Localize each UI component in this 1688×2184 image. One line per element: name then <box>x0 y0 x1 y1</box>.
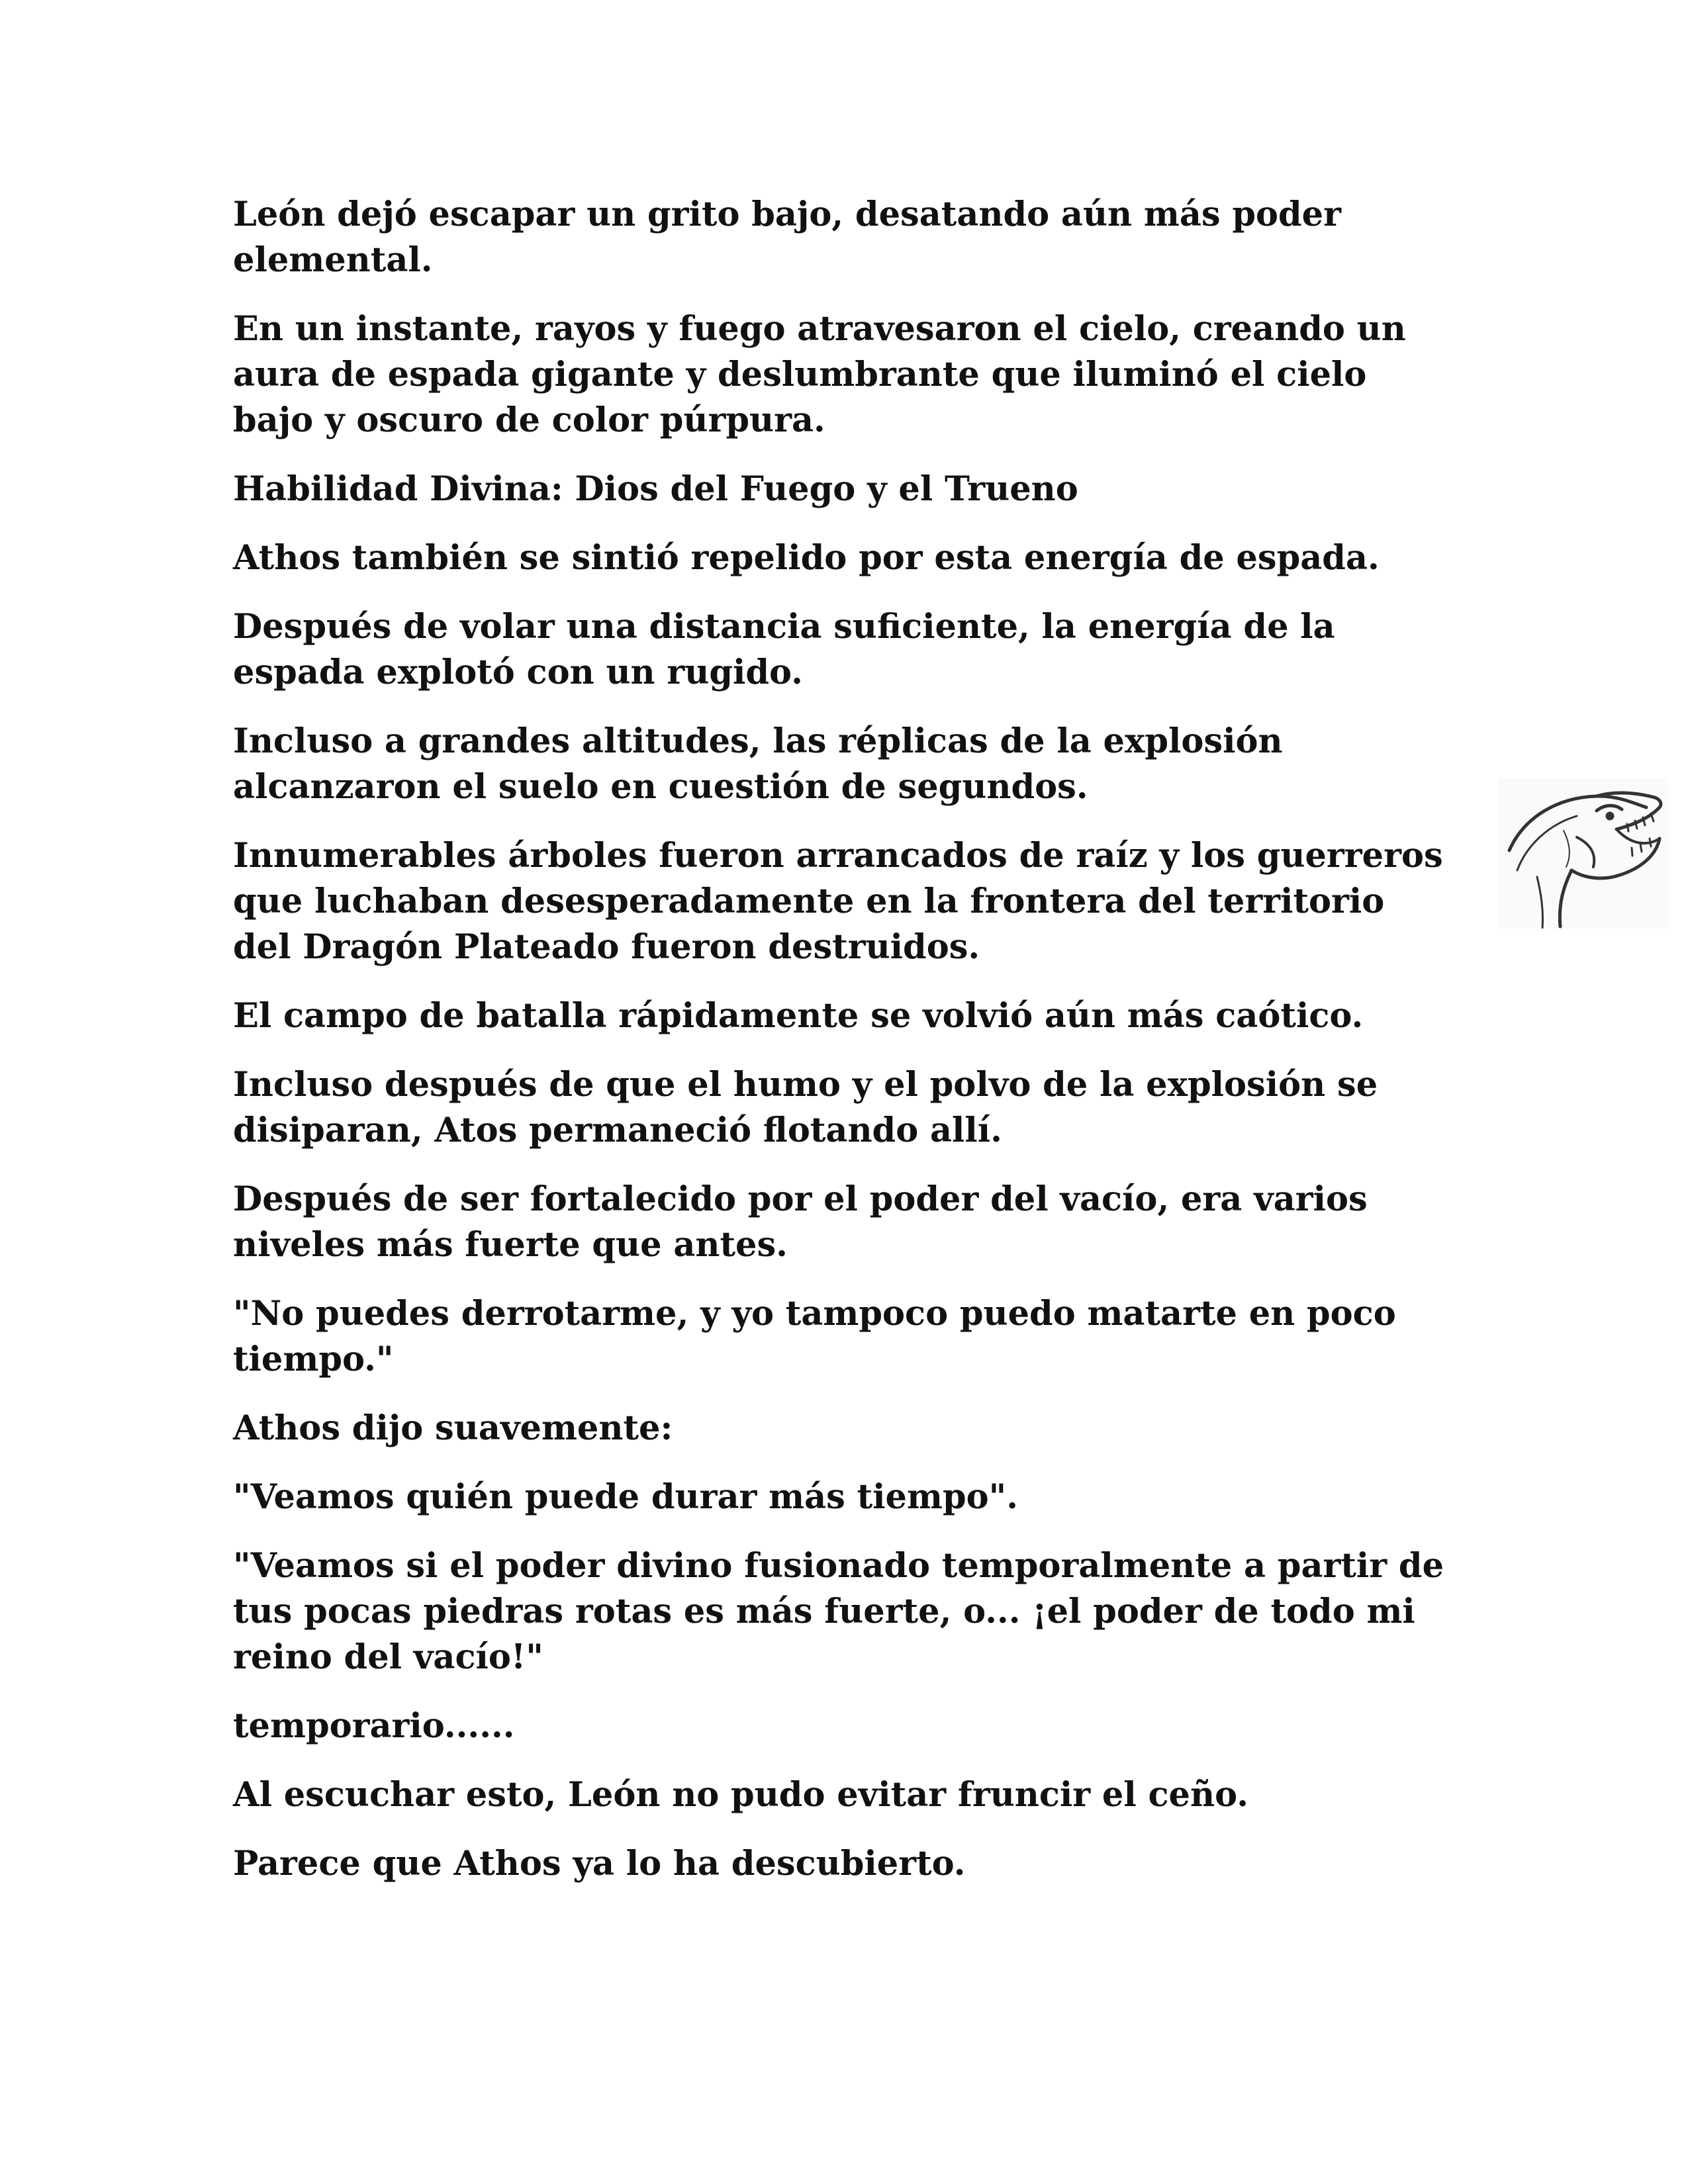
paragraph: En un instante, rayos y fuego atravesaron el cielo, creando un aura de espada gigante y deslumbrante que iluminó el cielo bajo y oscuro de color púrpura. <box>233 309 1406 440</box>
paragraph: Después de volar una distancia suficiente, la energía de la espada explotó con un rugido. <box>233 607 1335 692</box>
paragraph: "Veamos si el poder divino fusionado temporalmente a partir de tus pocas piedras rotas es más fuerte, o... ¡el poder de todo mi reino del vacío!" <box>233 1546 1444 1677</box>
paragraph: Incluso después de que el humo y el polvo de la explosión se disiparan, Atos permaneció flotando allí. <box>233 1065 1378 1150</box>
paragraph: El campo de batalla rápidamente se volvió aún más caótico. <box>233 996 1364 1036</box>
dinosaur-head-sketch-icon <box>1497 778 1668 929</box>
paragraph: Habilidad Divina: Dios del Fuego y el Trueno <box>233 469 1078 509</box>
paragraph: Después de ser fortalecido por el poder del vacío, era varios niveles más fuerte que antes. <box>233 1179 1368 1265</box>
paragraph: Incluso a grandes altitudes, las réplicas de la explosión alcanzaron el suelo en cuestión de segundos. <box>233 721 1283 807</box>
paragraph: Al escuchar esto, León no pudo evitar fruncir el ceño. <box>233 1775 1248 1815</box>
paragraph: Athos dijo suavemente: <box>233 1408 673 1448</box>
paragraph: temporario...... <box>233 1706 515 1746</box>
paragraph: "No puedes derrotarme, y yo tampoco puedo matarte en poco tiempo." <box>233 1294 1396 1379</box>
body-text <box>233 192 1444 1910</box>
paragraph: Innumerables árboles fueron arrancados de raíz y los guerreros que luchaban desesperadamente en la frontera del territorio del Dragón Plateado fueron destruidos. <box>233 836 1443 967</box>
paragraph: Parece que Athos ya lo ha descubierto. <box>233 1844 966 1884</box>
paragraph: Athos también se sintió repelido por esta energía de espada. <box>233 538 1380 578</box>
paragraph: "Veamos quién puede durar más tiempo". <box>233 1477 1018 1517</box>
paragraph: León dejó escapar un grito bajo, desatando aún más poder elemental. <box>233 195 1341 280</box>
